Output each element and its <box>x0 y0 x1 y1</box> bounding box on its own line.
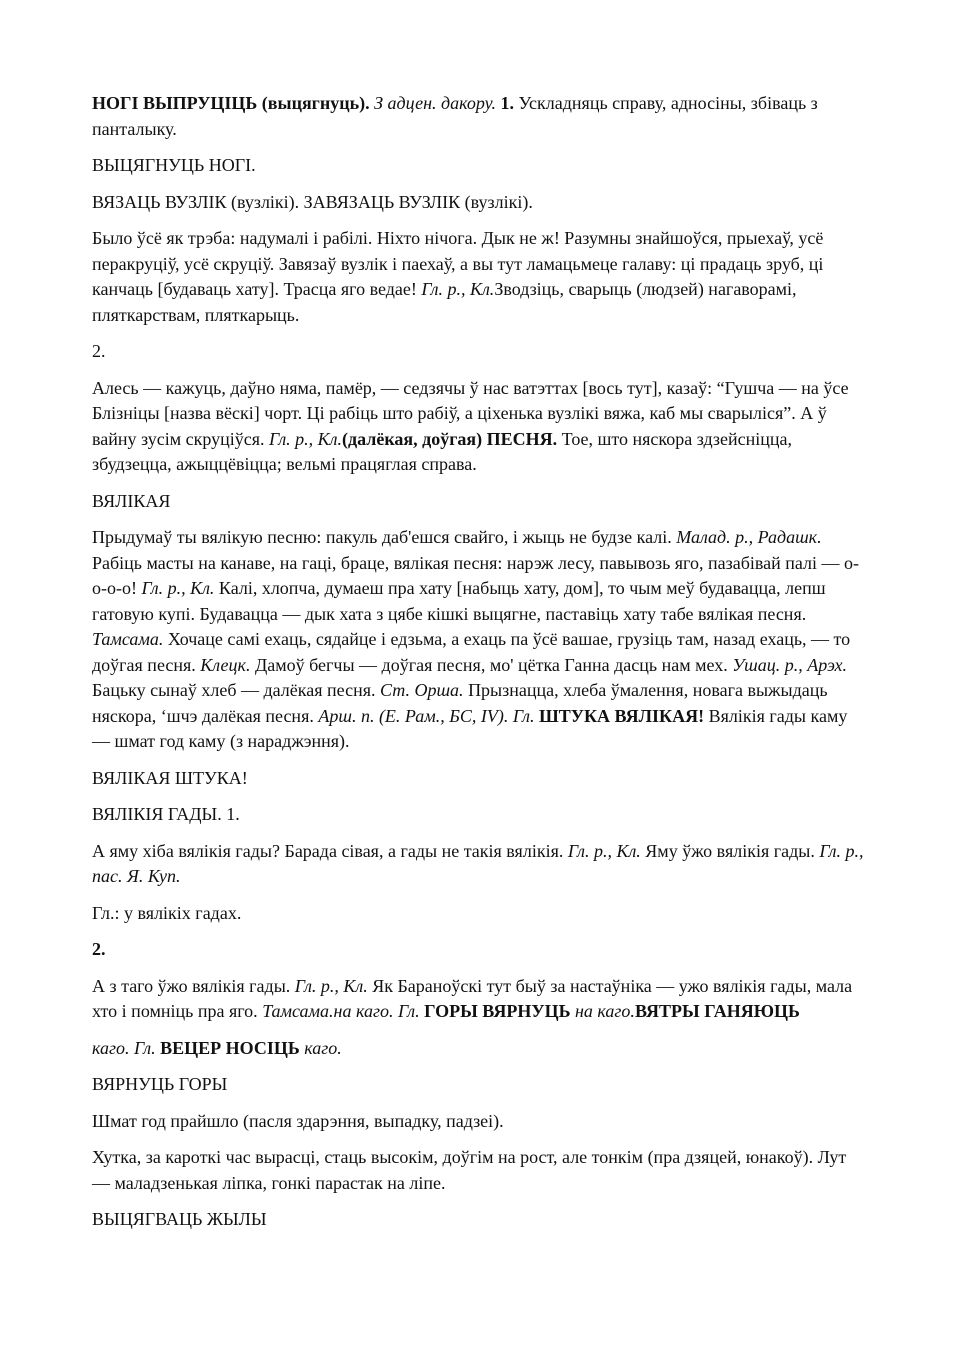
text-run: Было ўсё як трэба: надумалі і рабілі. Ніхто нічога. Дык не ж! Разумны знайшоўся, прыехаў, усё перакруціў, усё скруціў. Завязаў вузлік і паехаў, а вы тут ламацьмеце галаву: ці прадаць зруб, ці канчаць [будаваць хату]. Трасца яго ведае! <box>92 228 824 299</box>
text-run: А з таго ўжо вялікія гады. <box>92 975 295 996</box>
italic-text: Тамсама.на каго. Гл. <box>262 1001 420 1021</box>
italic-text: З адцен. дакору. <box>374 93 496 113</box>
paragraph <box>92 489 868 515</box>
bold-text: 2. <box>92 939 106 959</box>
paragraph <box>92 802 868 828</box>
paragraph <box>92 153 868 179</box>
paragraph <box>92 937 868 963</box>
text-run: Шмат год прайшло (пасля здарэння, выпадку, падзеі). <box>92 1110 504 1131</box>
text-run: ВЯЛІКАЯ ШТУКА! <box>92 767 248 788</box>
bold-text: ШТУКА ВЯЛІКАЯ! <box>538 705 705 726</box>
text-run: Як Бараноўскі тут быў за настаўніка — ужо вялікія гады, мала хто і помніць пра яго. <box>92 975 853 1021</box>
bold-text: 1. <box>500 93 514 113</box>
text-run: Калі, хлопча, думаеш пра хату [набыць хату, дом], то чым меў будавацца, лепш гатовую купі. Будавацца — дык хата з цябе кішкі выцягне, паставіць хату табе вялікая песня. <box>92 578 826 624</box>
italic-text: каго. <box>304 1037 342 1058</box>
paragraph <box>92 766 868 792</box>
text-run: ВЫЦЯГВАЦЬ ЖЫЛЫ <box>92 1209 267 1229</box>
text-run: Рабіць масты на канаве, на гаці, браце, вялікая песня: нарэж лесу, павывозь яго, пазабівай палі — о-о-о-о! <box>92 552 860 598</box>
text-run: ВЫЦЯГНУЦЬ НОГІ. <box>92 155 256 175</box>
paragraph <box>92 190 868 216</box>
paragraph <box>92 974 868 1025</box>
text-run: Гл.: у вялікіх гадах. <box>92 902 242 923</box>
italic-text: Арш. п. (Е. Рам., БС, IV). Гл. <box>318 705 535 726</box>
text-run: ВЯРНУЦЬ ГОРЫ <box>92 1074 228 1094</box>
text-run: Алесь — кажуць, даўно няма, памёр, — седзячы ў нас ватэттах [вось тут], казаў: “Гушча — на ўсе Блізніцы [назва вёскі] чорт. Ці рабіць што рабіў, а ціхенька вузлікі вяжа, каб мы сварыліся”. А ў вайну зусім скруціўся. <box>92 377 849 449</box>
paragraph <box>92 525 868 755</box>
text-run: Прыдумаў ты вялікую песню: пакуль даб'ешся свайго, і жыць не будзе калі. <box>92 527 677 547</box>
paragraph <box>92 1207 868 1233</box>
text-run: Прызнацца, хлеба ўмалення, новага выжыдаць няскора, ‘шчэ далёкая песня. <box>92 680 828 726</box>
text-run: 2. <box>92 341 106 361</box>
italic-text: Малад. р., Радашк. <box>676 527 822 547</box>
document-body <box>92 91 868 1233</box>
italic-text: Гл. р., Кл. <box>421 279 495 299</box>
italic-text: Ушац. р., Арэх. <box>732 654 848 675</box>
italic-text: Гл. р., Кл. <box>567 840 641 861</box>
text-run: Ускладняць справу, адносіны, збіваць з панталыку. <box>92 93 818 139</box>
text-run: Дамоў бегчы — доўгая песня, мо' цётка Ганна дасць нам мех. <box>250 654 733 675</box>
bold-text: ВЯТРЫ ГАНЯЮЦЬ <box>634 1001 800 1021</box>
text-run: Хочаце самі ехаць, сядайце і едзьма, а ехаць па ўсё вашае, грузіць там, назад ехаць, — то доўгая песня. <box>92 629 851 675</box>
text-run: ВЯЗАЦЬ ВУЗЛІК (вузлікі). ЗАВЯЗАЦЬ ВУЗЛІК (вузлікі). <box>92 191 533 212</box>
paragraph <box>92 91 868 142</box>
text-run: А яму хіба вялікія гады? Барада сівая, а гады не такія вялікія. <box>92 840 568 861</box>
paragraph <box>92 1036 868 1062</box>
bold-text: ВЕЦЕР НОСІЦЬ <box>160 1037 300 1058</box>
paragraph <box>92 339 868 365</box>
text-run: Яму ўжо вялікія гады. <box>640 840 820 861</box>
italic-text: Тамсама. <box>92 629 164 649</box>
text-run: ВЯЛІКІЯ ГАДЫ. 1. <box>92 804 240 824</box>
bold-text: НОГІ ВЫПРУЦІЦЬ (выцягнуць). <box>92 93 370 113</box>
text-run: Хутка, за кароткі час вырасці, стаць высокім, доўгім на рост, але тонкім (пра дзяцей, юнакоў). Лут — маладзенькая ліпка, гонкі парастак на ліпе. <box>92 1147 847 1193</box>
italic-text: Гл. р., Кл. <box>269 428 342 449</box>
paragraph <box>92 226 868 328</box>
bold-text: ГОРЫ ВЯРНУЦЬ <box>424 1001 571 1021</box>
paragraph <box>92 901 868 927</box>
italic-text: на каго. <box>575 1001 635 1021</box>
italic-text: Клецк. <box>200 654 251 675</box>
italic-text: Гл. р., пас. Я. Куп. <box>92 840 864 886</box>
italic-text: Гл. р., Кл. <box>141 578 215 598</box>
paragraph <box>92 839 868 890</box>
paragraph <box>92 1072 868 1098</box>
paragraph <box>92 1145 868 1196</box>
text-run: Бацьку сынаў хлеб — далёкая песня. <box>92 680 380 700</box>
paragraph <box>92 1109 868 1135</box>
text-run: Тое, што няскора здзейсніцца, збудзецца, ажыццёвіцца; вельмі працяглая справа. <box>92 428 793 474</box>
italic-text: Гл. р., Кл. <box>294 975 368 996</box>
italic-text: Ст. Орша. <box>379 680 464 700</box>
text-run: Зводзіць, сварыць (людзей) нагаворамі, пляткарствам, пляткарыць. <box>92 279 797 325</box>
italic-text: каго. Гл. <box>92 1037 156 1058</box>
text-run: Вялікія гады каму — шмат год каму (з нараджэння). <box>92 705 848 751</box>
bold-text: (далёкая, доўгая) ПЕСНЯ. <box>341 428 558 449</box>
text-run: ВЯЛІКАЯ <box>92 490 171 511</box>
paragraph <box>92 376 868 478</box>
